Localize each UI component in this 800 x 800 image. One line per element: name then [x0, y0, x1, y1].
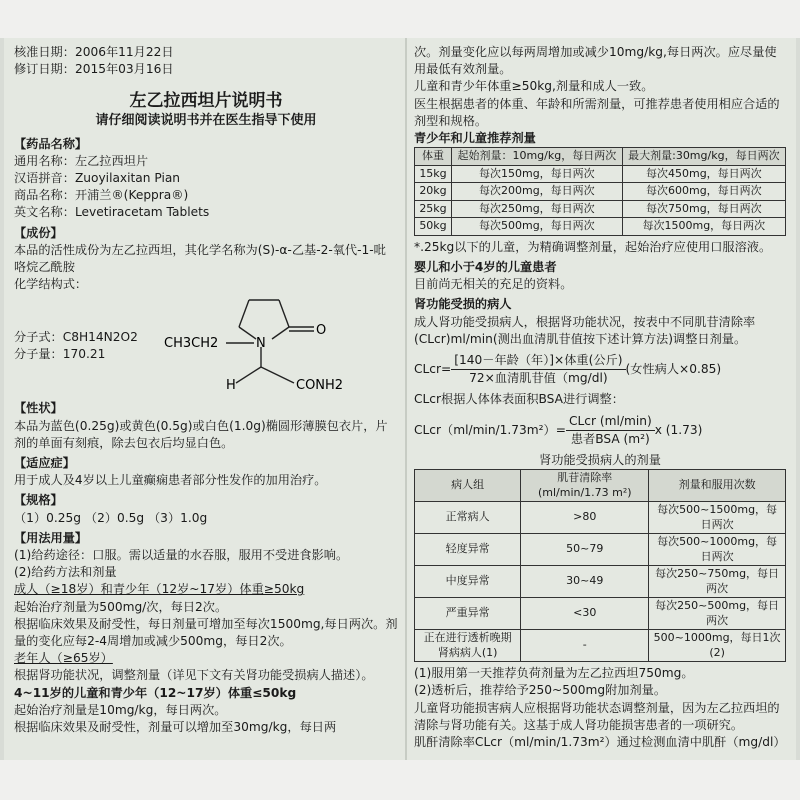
table-cell: 中度异常 [415, 566, 521, 598]
table-cell: - [521, 630, 649, 662]
generic-name: 左乙拉西坦片 [74, 153, 149, 168]
pediatric-dose-table [414, 147, 786, 236]
adult-adjust-dose: 根据临床效果及耐受性，每日剂量可增加至每次1500mg,每日两次。剂量的变化应每2-4周增加或减少500mg，每日2次。 [14, 616, 398, 649]
formula2-denominator: 患者BSA (m²) [570, 431, 650, 446]
route-title: (1)给药途径： [14, 548, 93, 563]
table1-note: *.25kg以下的儿童，为精确调整剂量，起始治疗应使用口服溶液。 [414, 239, 772, 254]
table-row [415, 566, 786, 598]
infant-heading: 婴儿和小于4岁的儿童患者 [414, 259, 557, 274]
table1-title: 青少年和儿童推荐剂量 [414, 131, 536, 146]
table-header-cell: 肌苷清除率(ml/min/1.73 m²) [521, 470, 649, 502]
table-header-row [415, 470, 786, 502]
brand-line [14, 187, 398, 204]
table-cell: 每次200mg，每日两次 [451, 183, 622, 201]
properties-section-heading: 【性状】 [14, 401, 63, 416]
infant-text: 目前尚无相关的充足的资料。 [414, 277, 573, 292]
route-line [14, 547, 398, 564]
table-cell: 每次450mg，每日两次 [622, 165, 785, 183]
table-header-cell: 体重 [415, 148, 452, 166]
table-cell: 每次500~1000mg，每日两次 [649, 534, 786, 566]
names-section-heading: 【药品名称】 [14, 136, 88, 151]
english-line [14, 204, 398, 221]
approval-date: 2006年11月22日 [74, 45, 174, 59]
clcr-formula [414, 352, 786, 387]
formula1-lhs: CLcr= [414, 362, 452, 377]
formula2-rhs: x (1.73) [654, 422, 703, 437]
table-cell: 25kg [415, 200, 452, 218]
renal-dose-table [414, 469, 786, 662]
chemical-structure-block [14, 293, 398, 397]
table-cell: 30~49 [521, 566, 649, 598]
indications-text: 用于成人及4岁以上儿童癫痫患者部分性发作的加用治疗。 [14, 473, 327, 488]
table-cell: 50kg [415, 218, 452, 236]
revision-date: 2015年03月16日 [74, 62, 174, 77]
table-cell: 每次150mg，每日两次 [451, 165, 622, 183]
table-cell: 每次250mg，每日两次 [451, 200, 622, 218]
elderly-text: 根据肾功能状况，调整剂量（详见下文有关肾功能受损病人描述）。 [14, 668, 374, 683]
table-cell: 15kg [415, 165, 452, 183]
formula2-fraction [566, 413, 655, 448]
route-text: 口服。需以适量的水吞服，服用不受进食影响。 [92, 548, 349, 563]
renal-heading: 肾功能受损的病人 [414, 297, 512, 312]
adult-start-dose: 起始治疗剂量为500mg/次，每日2次。 [14, 599, 228, 614]
structure-n-label: N [256, 336, 266, 352]
right-column [414, 44, 786, 751]
composition-section-heading: 【成份】 [14, 225, 63, 240]
document-subtitle: 请仔细阅读说明书并在医生指导下使用 [95, 113, 317, 129]
indications-section-heading: 【适应症】 [14, 456, 75, 471]
formula1-rhs: (女性病人×0.85) [625, 362, 722, 377]
structure-ethyl-label: CH3CH2 [164, 336, 219, 352]
english-label: 英文名称： [14, 205, 75, 220]
table-cell: <30 [521, 598, 649, 630]
table-row [415, 534, 786, 566]
pinyin-name: Zuoyilaxitan Pian [74, 171, 181, 186]
child-start-dose: 起始治疗剂量是10mg/kg，每日两次。 [14, 702, 227, 717]
structure-h-label: H [226, 378, 236, 394]
approval-label: 核准日期： [14, 45, 75, 59]
table2-title: 肾功能受损病人的剂量 [539, 452, 661, 467]
table-cell: 每次250~500mg，每日两次 [649, 598, 786, 630]
table-header-row [415, 148, 786, 166]
table-cell: 50~79 [521, 534, 649, 566]
revision-date-line [14, 61, 398, 78]
properties-text: 本品为蓝色(0.25g)或黄色(0.5g)或白色(1.0g)椭圆形薄膜包衣片，片剂的单面有刻痕，除去包衣后均显白色。 [14, 418, 388, 450]
formulation-advice: 医生根据患者的体重、年龄和所需剂量，可推荐患者使用相应合适的剂型和规格。 [414, 96, 780, 128]
top-background [0, 0, 800, 38]
table-cell: 每次250~750mg，每日两次 [649, 566, 786, 598]
structure-label: 化学结构式： [14, 277, 88, 292]
bottom-background [0, 760, 800, 800]
table-cell: 每次500~1500mg，每日两次 [649, 502, 786, 534]
teen-50kg-text: 儿童和青少年体重≥50kg,剂量和成人一致。 [414, 79, 654, 94]
english-name: Levetiracetam Tablets [74, 205, 210, 220]
table-header-cell: 起始剂量：10mg/kg，每日两次 [451, 148, 622, 166]
formula2-lhs: CLcr（ml/min/1.73m²）= [414, 422, 566, 437]
revision-label: 修订日期： [14, 62, 75, 77]
molecular-formula: 分子式：C8H14N2O2 [14, 330, 138, 345]
table-cell: 每次750mg，每日两次 [622, 200, 785, 218]
generic-name-label: 通用名称： [14, 153, 75, 168]
generic-name-line [14, 153, 398, 170]
pinyin-line [14, 170, 398, 187]
table-row [415, 165, 786, 183]
table-cell: 轻度异常 [415, 534, 521, 566]
table-row [415, 200, 786, 218]
formula1-denominator: 72×血清肌苷值（mg/dl) [469, 371, 608, 386]
formula1-fraction [451, 352, 625, 387]
table-cell: 500~1000mg，每日1次(2) [649, 630, 786, 662]
chemical-structure-diagram [164, 285, 364, 397]
pinyin-label: 汉语拼音： [14, 171, 75, 186]
renal-text: 成人肾功能受损病人，根据肾功能状况，按表中不同肌苷清除率(CLcr)ml/min(测出血清肌苷值按下述计算方法)调整日剂量。 [414, 314, 756, 346]
adult-heading: 成人（≥18岁）和青少年（12岁~17岁）体重≥50kg [14, 582, 305, 597]
bsa-intro: CLcr根据人体体表面积BSA进行调整： [414, 392, 624, 407]
table-cell: 每次1500mg，每日两次 [622, 218, 785, 236]
structure-amide-label: CONH2 [296, 378, 344, 394]
elderly-heading: 老年人（≥65岁） [14, 651, 113, 666]
specs-text: （1）0.25g （2）0.5g （3）1.0g [14, 510, 208, 525]
table-cell: 正在进行透析晚期肾病病人(1) [415, 630, 521, 662]
brand-name: 开浦兰®(Keppra®) [74, 188, 189, 203]
brand-label: 商品名称： [14, 188, 75, 203]
specs-section-heading: 【规格】 [14, 493, 63, 508]
table-row [415, 502, 786, 534]
formula1-numerator: [140－年龄（年）]×体重(公斤) [451, 352, 625, 370]
composition-text: 本品的活性成份为左乙拉西坦，其化学名称为(S)-α-乙基-2-氧代-1-吡咯烷乙酰胺 [14, 242, 386, 275]
table-row [415, 630, 786, 662]
formula2-numerator: CLcr (ml/min) [566, 413, 655, 431]
approval-date-line [14, 44, 398, 61]
left-column [14, 44, 398, 736]
bsa-formula [414, 413, 786, 448]
table-cell: 每次500mg，每日两次 [451, 218, 622, 236]
table-header-cell: 剂量和服用次数 [649, 470, 786, 502]
table-cell: 20kg [415, 183, 452, 201]
table-header-cell: 最大剂量:30mg/kg，每日两次 [622, 148, 785, 166]
renal-note-1: (1)服用第一天推荐负荷剂量为左乙拉西坦750mg。 [414, 666, 694, 681]
method-title: (2)给药方法和剂量 [14, 565, 117, 580]
table-row [415, 183, 786, 201]
table-cell: 正常病人 [415, 502, 521, 534]
table-cell: 每次600mg，每日两次 [622, 183, 785, 201]
molecular-weight: 分子量：170.21 [14, 347, 106, 362]
child-heading: 4~11岁的儿童和青少年（12~17岁）体重≤50kg [14, 685, 297, 700]
continued-dose-text: 次。剂量变化应以每两周增加或减少10mg/kg,每日两次。应尽量使用最低有效剂量。 [414, 45, 777, 77]
structure-o-label: O [316, 323, 327, 339]
table-header-cell: 病人组 [415, 470, 521, 502]
child-renal-text: 儿童肾功能损害病人应根据肾功能状态调整剂量，因为左乙拉西坦的清除与肾功能有关。这基于成人肾功能损害患者的一项研究。 [414, 700, 780, 732]
clcr-measure-text: 肌酐清除率CLcr（ml/min/1.73m²）通过检测血清中肌酐（mg/dl） [414, 734, 786, 749]
table-row [415, 218, 786, 236]
document-title: 左乙拉西坦片说明书 [129, 91, 283, 112]
table-cell: 严重异常 [415, 598, 521, 630]
child-adjust-dose: 根据临床效果及耐受性，剂量可以增加至30mg/kg，每日两 [14, 720, 337, 735]
table-row [415, 598, 786, 630]
fold-line [405, 38, 407, 760]
dosage-section-heading: 【用法用量】 [14, 530, 88, 545]
renal-note-2: (2)透析后，推荐给予250~500mg附加剂量。 [414, 683, 667, 698]
table-cell: >80 [521, 502, 649, 534]
